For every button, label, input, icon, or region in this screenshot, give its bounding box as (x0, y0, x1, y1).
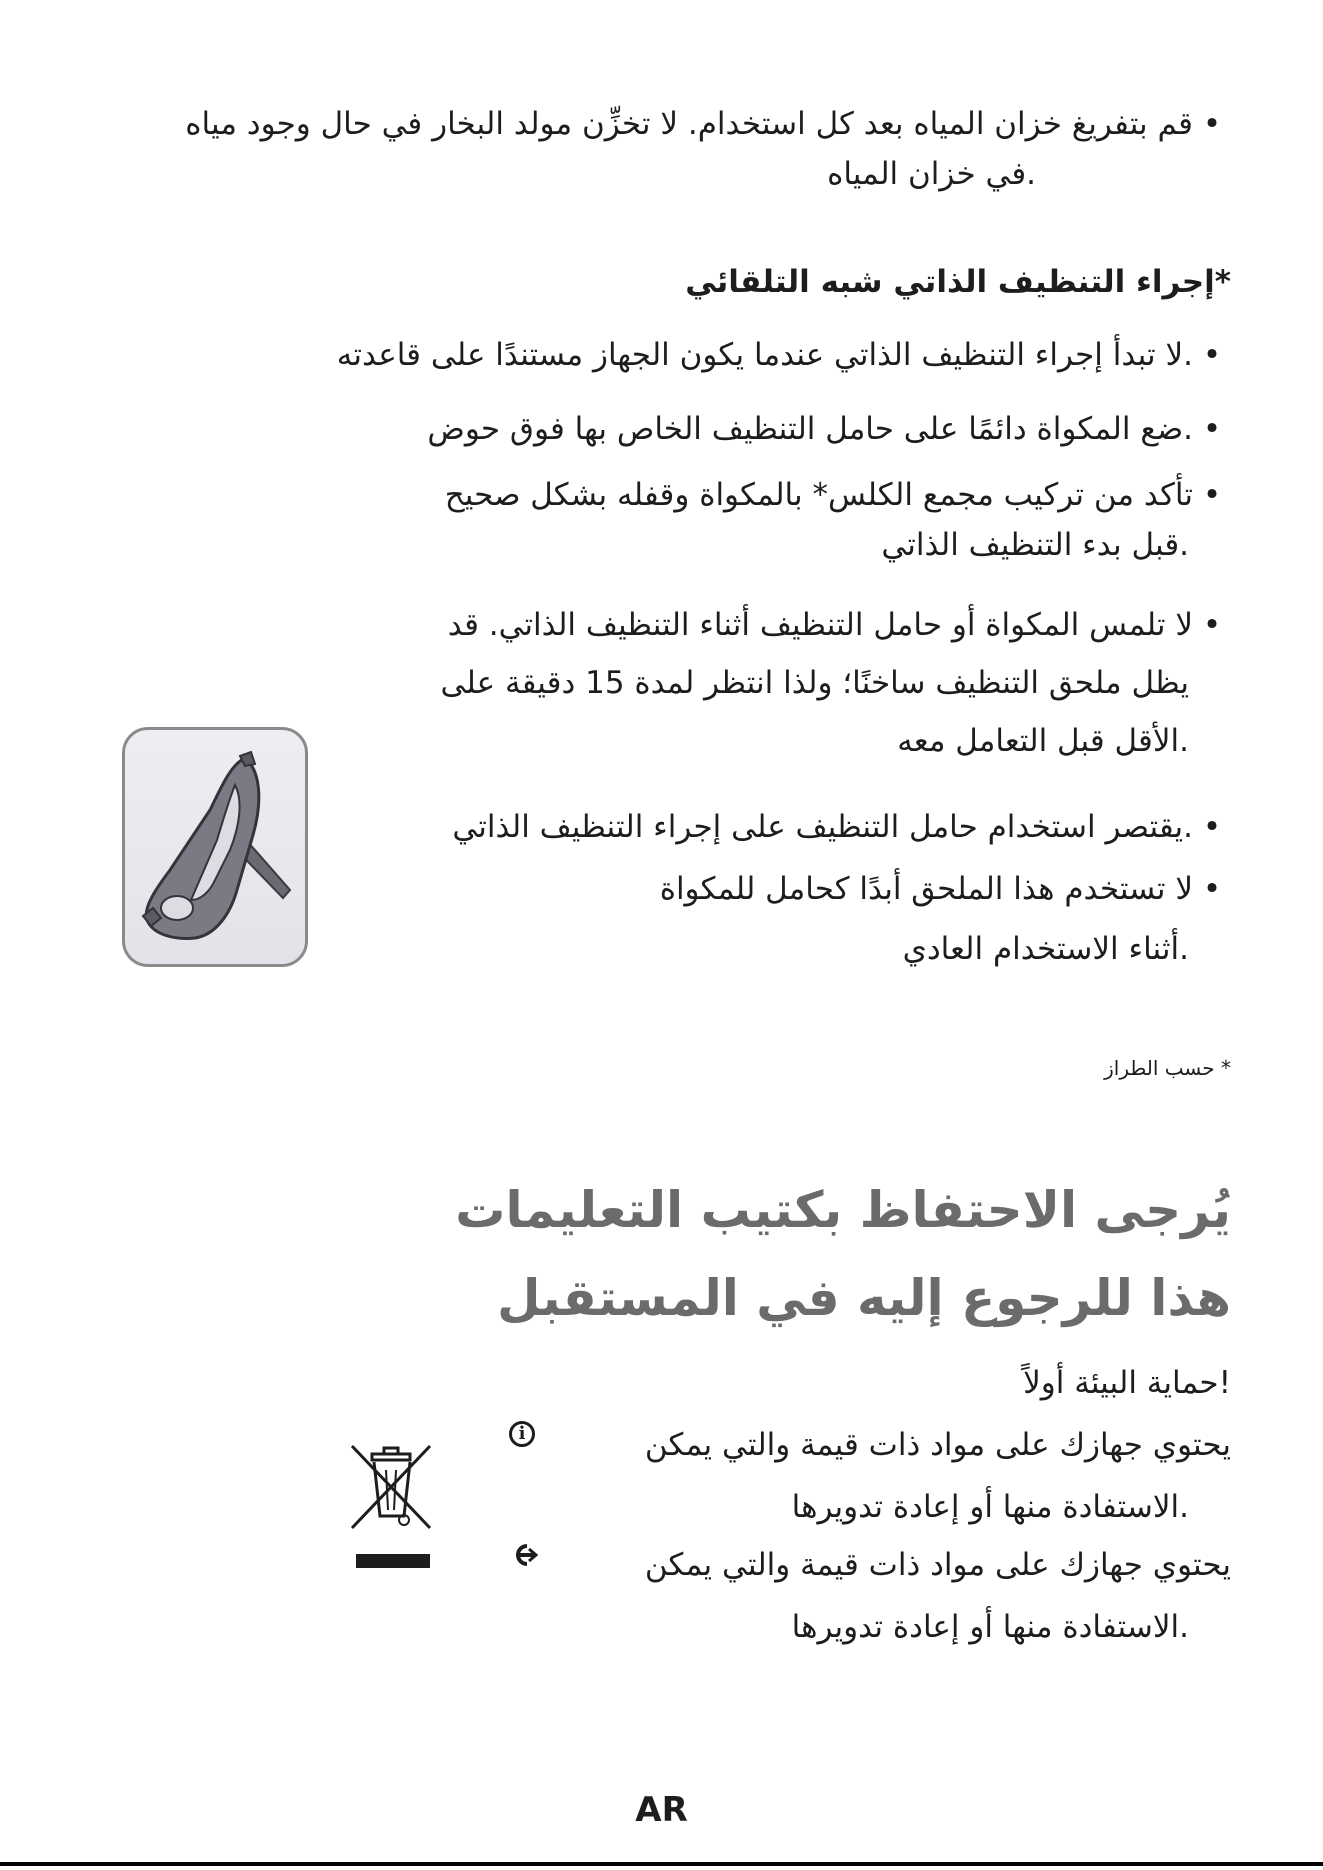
top-paragraph-line1: قم بتفريغ خزان المياه بعد كل استخدام. لا تخزِّن مولد البخار في حال وجود مياه (185, 106, 1193, 142)
bullet-text: لا تستخدم هذا الملحق أبدًا كحامل للمكواة (659, 871, 1193, 907)
keep-instructions-line2: هذا للرجوع إليه في المستقبل (497, 1269, 1231, 1327)
bullet-item-6 (660, 864, 1231, 974)
bullet-text: .يقتصر استخدام حامل التنظيف على إجراء التنظيف الذاتي (452, 809, 1193, 845)
bullet-text: تأكد من تركيب مجمع الكلس* بالمكواة وقفله بشكل صحيح (444, 477, 1193, 513)
bullet-text: .لا تبدأ إجراء التنظيف الذاتي عندما يكون الجهاز مستندًا على قاعدته (336, 337, 1193, 373)
bullet-dot: • (1202, 607, 1222, 643)
bullet-item-5 (452, 802, 1231, 852)
environment-item-1-line1: يحتوي جهازك على مواد ذات قيمة والتي يمكن (644, 1427, 1231, 1463)
bullet-item-1 (337, 330, 1231, 380)
bullet-text-cont: .الأقل قبل التعامل معه (897, 723, 1189, 759)
cleaning-stand-illustration (122, 727, 308, 967)
page-language-label: AR (635, 1790, 688, 1830)
top-paragraph (185, 99, 1231, 199)
selfclean-heading: *إجراء التنظيف الذاتي شبه التلقائي (685, 264, 1231, 300)
bullet-dot: • (1202, 477, 1222, 513)
environment-item-2-line2: .الاستفادة منها أو إعادة تدويرها (791, 1609, 1189, 1645)
bullet-dot: • (1202, 809, 1222, 845)
environment-item-2-line1: يحتوي جهازك على مواد ذات قيمة والتي يمكن (644, 1547, 1231, 1583)
arrow-icon (509, 1542, 539, 1568)
top-paragraph-line2: .في خزان المياه (827, 156, 1036, 192)
cleaning-stand-icon (125, 730, 305, 964)
environment-item-1 (645, 1420, 1231, 1532)
bullet-dot: • (1202, 337, 1222, 373)
environment-item-2 (645, 1540, 1231, 1652)
bullet-text: .ضع المكواة دائمًا على حامل التنظيف الخاص بها فوق حوض (427, 411, 1193, 447)
keep-instructions-line1: يُرجى الاحتفاظ بكتيب التعليمات (455, 1181, 1231, 1239)
bullet-text-cont: يظل ملحق التنظيف ساخنًا؛ ولذا انتظر لمدة 15 دقيقة على (440, 665, 1189, 701)
bullet-item-4 (441, 600, 1231, 766)
bottom-divider (0, 1862, 1323, 1866)
bullet-text-cont: .أثناء الاستخدام العادي (902, 931, 1189, 967)
bullet-item-2 (427, 404, 1231, 454)
footnote: * حسب الطراز (1104, 1056, 1231, 1080)
crossed-bin-icon (346, 1444, 436, 1594)
bullet-item-3 (445, 470, 1231, 570)
bullet-text-cont: .قبل بدء التنظيف الذاتي (881, 527, 1189, 563)
environment-title: !حماية البيئة أولاً (1023, 1365, 1231, 1401)
bullet-text: لا تلمس المكواة أو حامل التنظيف أثناء التنظيف الذاتي. قد (447, 607, 1193, 643)
bullet-dot: • (1202, 871, 1222, 907)
environment-item-1-line2: .الاستفادة منها أو إعادة تدويرها (791, 1489, 1189, 1525)
bullet-dot: • (1202, 106, 1222, 142)
info-icon: i (509, 1421, 535, 1447)
bullet-dot: • (1202, 411, 1222, 447)
